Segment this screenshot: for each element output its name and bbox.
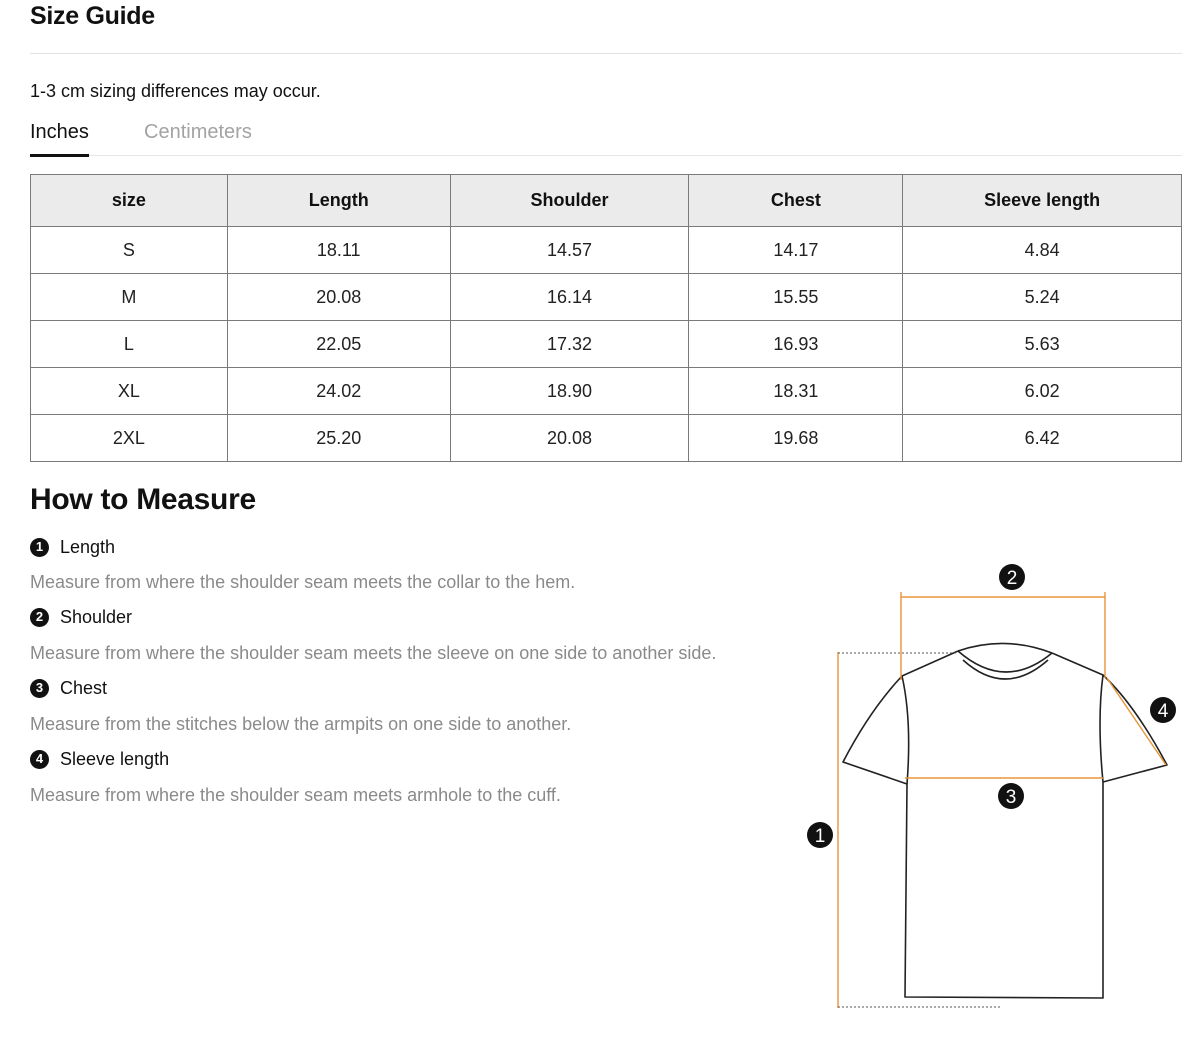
table-cell: 5.24 xyxy=(903,274,1182,321)
step-number-icon: 1 xyxy=(30,538,49,557)
table-cell: M xyxy=(31,274,228,321)
step-number-icon: 4 xyxy=(30,750,49,769)
step-sleeve-title xyxy=(30,748,169,770)
header-divider xyxy=(30,53,1182,54)
table-cell: 16.14 xyxy=(450,274,689,321)
how-to-measure-heading: How to Measure xyxy=(30,483,256,516)
table-row xyxy=(31,274,1182,321)
svg-text:1: 1 xyxy=(814,826,826,847)
marker-2-icon xyxy=(999,564,1025,590)
column-header-chest: Chest xyxy=(689,175,903,227)
column-header-shoulder: Shoulder xyxy=(450,175,689,227)
table-cell: L xyxy=(31,321,228,368)
step-number-icon: 2 xyxy=(30,608,49,627)
table-cell: 6.42 xyxy=(903,415,1182,462)
table-cell: 20.08 xyxy=(450,415,689,462)
step-sleeve-description: Measure from where the shoulder seam meets armhole to the cuff. xyxy=(30,785,561,805)
svg-text:4: 4 xyxy=(1157,701,1169,722)
measurement-guides xyxy=(838,653,1000,1007)
step-label: Sleeve length xyxy=(60,749,170,769)
table-cell: 20.08 xyxy=(227,274,450,321)
table-cell: 2XL xyxy=(31,415,228,462)
table-cell: XL xyxy=(31,368,228,415)
table-cell: S xyxy=(31,227,228,274)
tab-inches[interactable]: Inches xyxy=(30,118,89,146)
step-label: Chest xyxy=(60,678,108,698)
step-length-description: Measure from where the shoulder seam meets the collar to the hem. xyxy=(30,572,576,592)
step-label: Length xyxy=(60,537,116,557)
step-label: Shoulder xyxy=(60,607,133,627)
table-cell: 22.05 xyxy=(227,321,450,368)
table-header-row xyxy=(31,175,1182,227)
svg-text:3: 3 xyxy=(1005,787,1017,808)
column-header-size: size xyxy=(31,175,228,227)
step-shoulder-title xyxy=(30,606,132,628)
table-cell: 17.32 xyxy=(450,321,689,368)
tab-centimeters[interactable]: Centimeters xyxy=(144,121,252,143)
table-cell: 15.55 xyxy=(689,274,903,321)
table-cell: 6.02 xyxy=(903,368,1182,415)
table-cell: 18.31 xyxy=(689,368,903,415)
size-table xyxy=(30,174,1182,462)
step-chest-title xyxy=(30,677,107,699)
marker-3-icon xyxy=(998,783,1024,809)
step-shoulder-description: Measure from where the shoulder seam meets the sleeve on one side to another side. xyxy=(30,643,717,663)
tshirt-measure-diagram xyxy=(800,555,1190,1025)
svg-text:2: 2 xyxy=(1006,568,1018,589)
step-number-icon: 3 xyxy=(30,679,49,698)
table-cell: 4.84 xyxy=(903,227,1182,274)
unit-tabs xyxy=(30,118,1182,156)
table-row xyxy=(31,227,1182,274)
column-header-length: Length xyxy=(227,175,450,227)
table-cell: 18.90 xyxy=(450,368,689,415)
table-cell: 25.20 xyxy=(227,415,450,462)
sizing-notice: 1-3 cm sizing differences may occur. xyxy=(30,81,321,101)
step-length-title xyxy=(30,536,115,558)
table-row xyxy=(31,321,1182,368)
table-row xyxy=(31,415,1182,462)
table-cell: 5.63 xyxy=(903,321,1182,368)
table-cell: 16.93 xyxy=(689,321,903,368)
column-header-sleeve-length: Sleeve length xyxy=(903,175,1182,227)
table-cell: 14.17 xyxy=(689,227,903,274)
page-title: Size Guide xyxy=(30,2,155,30)
table-cell: 19.68 xyxy=(689,415,903,462)
table-cell: 24.02 xyxy=(227,368,450,415)
tshirt-outline xyxy=(843,643,1167,998)
marker-1-icon xyxy=(807,822,833,848)
table-cell: 14.57 xyxy=(450,227,689,274)
marker-4-icon xyxy=(1150,697,1176,723)
table-row xyxy=(31,368,1182,415)
step-chest-description: Measure from the stitches below the armpits on one side to another. xyxy=(30,714,572,734)
table-cell: 18.11 xyxy=(227,227,450,274)
